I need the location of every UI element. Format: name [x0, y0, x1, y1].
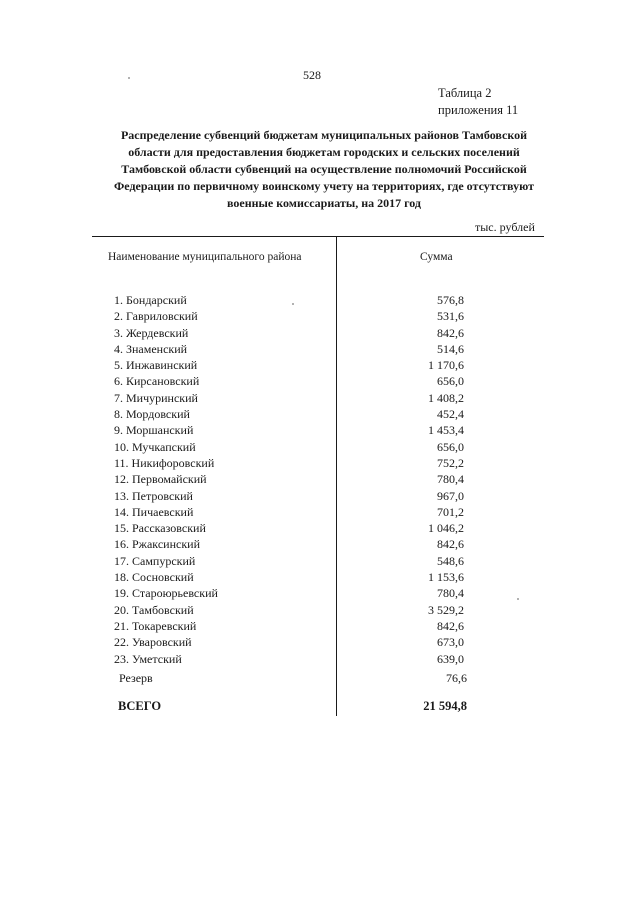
row-district-name: 8. Мордовский	[114, 407, 190, 422]
table-row	[92, 440, 544, 456]
row-district-name: 22. Уваровский	[114, 635, 192, 650]
row-amount: 639,0	[437, 651, 464, 666]
row-district-name: 2. Гавриловский	[114, 309, 198, 324]
appendix-label-line: приложения 11	[438, 103, 519, 117]
table-row	[92, 326, 544, 342]
table-row	[92, 652, 544, 668]
table-row	[92, 309, 544, 325]
row-amount: 780,4	[437, 472, 464, 487]
row-district-name: 15. Рассказовский	[114, 521, 206, 536]
table-row	[92, 619, 544, 635]
row-district-name: 3. Жердевский	[114, 325, 189, 340]
row-amount: 842,6	[437, 325, 464, 340]
table-row	[92, 521, 544, 537]
page-number: 528	[303, 68, 321, 82]
table-row	[92, 342, 544, 358]
row-amount: 1 153,6	[428, 570, 464, 585]
table-row	[92, 554, 544, 570]
title-line: военные комиссариаты, на 2017 год	[227, 196, 421, 210]
table-row	[92, 374, 544, 390]
table-row	[92, 358, 544, 374]
document-title	[96, 127, 552, 212]
row-amount: 842,6	[437, 537, 464, 552]
column-header-name: Наименование муниципального района	[108, 251, 302, 263]
row-amount: 656,0	[437, 439, 464, 454]
table-row	[92, 537, 544, 553]
row-amount: 531,6	[437, 309, 464, 324]
title-line: Тамбовской области субвенций на осуществление полномочий Российской	[121, 162, 527, 176]
reserve-label: Резерв	[119, 671, 153, 685]
row-amount: 1 046,2	[428, 521, 464, 536]
table-row	[92, 407, 544, 423]
row-district-name: 6. Кирсановский	[114, 374, 200, 389]
table-row	[92, 456, 544, 472]
row-amount: 452,4	[437, 407, 464, 422]
table-row	[92, 505, 544, 521]
row-amount: 1 170,6	[428, 358, 464, 373]
row-district-name: 13. Петровский	[114, 488, 193, 503]
title-line: области для предоставления бюджетам городских и сельских поселений	[128, 145, 520, 159]
row-district-name: 17. Сампурский	[114, 553, 196, 568]
title-line: Распределение субвенций бюджетам муниципальных районов Тамбовской	[120, 128, 528, 142]
title-line: Федерации по первичному воинскому учету на территориях, где отсутствуют	[114, 179, 534, 193]
row-district-name: 4. Знаменский	[114, 341, 188, 356]
table-row	[92, 423, 544, 439]
row-district-name: 14. Пичаевский	[114, 504, 194, 519]
row-district-name: 11. Никифоровский	[114, 455, 215, 470]
row-amount: 780,4	[437, 586, 464, 601]
row-amount: 576,8	[437, 293, 464, 307]
table-top-border	[92, 236, 544, 237]
row-district-name: 5. Инжавинский	[114, 358, 198, 373]
total-label: ВСЕГО	[118, 699, 162, 713]
units-label: тыс. рублей	[475, 220, 535, 234]
table-row	[92, 391, 544, 407]
row-amount: 1 453,4	[428, 423, 464, 438]
row-district-name: 23. Уметский	[114, 651, 182, 666]
row-district-name: 21. Токаревский	[114, 618, 197, 633]
reserve-amount: 76,6	[446, 671, 467, 685]
column-header-sum: Сумма	[420, 251, 453, 263]
row-district-name: 12. Первомайский	[114, 472, 207, 487]
row-amount: 673,0	[437, 635, 464, 650]
row-amount: 752,2	[437, 455, 464, 470]
row-amount: 3 529,2	[428, 602, 464, 617]
row-district-name: 16. Ржаксинский	[114, 537, 200, 552]
table-row	[92, 570, 544, 586]
table-row	[92, 603, 544, 619]
table-row	[92, 635, 544, 651]
total-amount: 21 594,8	[423, 699, 467, 713]
scan-speck	[517, 598, 519, 600]
row-district-name: 18. Сосновский	[114, 570, 194, 585]
row-amount: 656,0	[437, 374, 464, 389]
table-label-line: Таблица 2	[438, 86, 492, 100]
table-row	[92, 472, 544, 488]
reserve-row	[92, 671, 544, 687]
row-district-name: 20. Тамбовский	[114, 602, 194, 617]
row-amount: 842,6	[437, 618, 464, 633]
scan-speck	[128, 77, 130, 79]
table-row	[92, 586, 544, 602]
row-amount: 514,6	[437, 341, 464, 356]
row-amount: 701,2	[437, 504, 464, 519]
total-row	[92, 699, 544, 715]
row-district-name: 10. Мучкапский	[114, 439, 196, 454]
table-rows	[92, 293, 544, 668]
row-district-name: 1. Бондарский	[114, 293, 187, 307]
row-district-name: 9. Моршанский	[114, 423, 194, 438]
row-amount: 1 408,2	[428, 390, 464, 405]
table-label	[438, 85, 518, 119]
table-row	[92, 489, 544, 505]
row-district-name: 19. Староюрьевский	[114, 586, 218, 601]
table-row	[92, 293, 544, 309]
row-district-name: 7. Мичуринский	[114, 390, 198, 405]
row-amount: 967,0	[437, 488, 464, 503]
scan-speck	[292, 303, 294, 305]
row-amount: 548,6	[437, 553, 464, 568]
